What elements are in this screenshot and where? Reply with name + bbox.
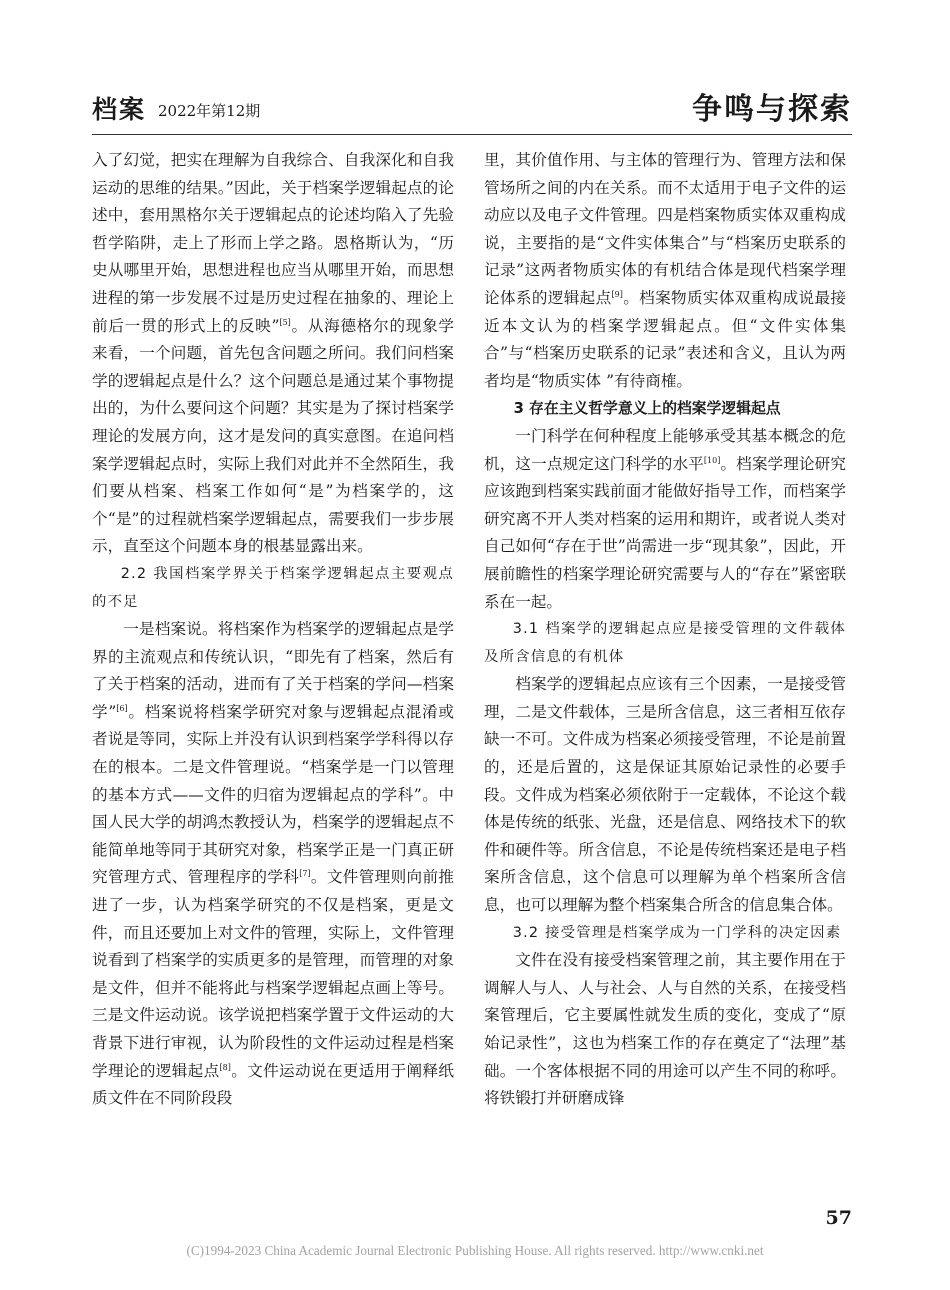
paragraph: 档案学的逻辑起点应该有三个因素，一是接受管理，二是文件载体，三是所含信息，这三者相互依存缺一不可。文件成为档案必须接受管理，不论是前置的，还是后置的，这是保证其原始记录性的必要手段。文件成为档案必须依附于一定载体，不论这个载体是传统的纸张、光盘，还是信息、网络技术下的软件和硬件等。所含信息，不论是传统档案还是电子档案所含信息，这个信息可以理解为单个档案所含信息，也可以理解为整个档案集合所含的信息集合体。 <box>484 675 846 915</box>
citation-ref: [8] <box>219 1062 231 1072</box>
paragraph: 文件在没有接受档案管理之前，其主要作用在于调解人与人、人与社会、人与自然的关系，在接受档案管理后，它主要属性就发生质的变化，变成了“原始记录性”，这也为档案工作的存在奠定了“法理”基础。一个客体根据不同的用途可以产生不同的称呼。将铁锻打并研磨成锋 <box>484 951 846 1108</box>
journal-title: 档案 <box>92 95 147 124</box>
section-heading-3: 3 存在主义哲学意义上的档案学逻辑起点 <box>513 400 781 418</box>
right-column <box>484 147 846 1113</box>
paragraph: 一门科学在何种程度上能够承受其基本概念的危机，这一点规定这门科学的水平[10]。档案学理论研究应该跑到档案实践前面才能做好指导工作，而档案学研究离不开人类对档案的运用和期许，或者说人类对自己如何“存在于世”尚需进一步“现其象”，因此，开展前瞻性的档案学理论研究需要与人的“存在”紧密联系在一起。 <box>484 426 846 611</box>
subsection-heading-3-1: 3.1 档案学的逻辑起点应是接受管理的文件载体及所含信息的有机体 <box>484 621 846 665</box>
citation-ref: [5] <box>279 317 291 327</box>
header-rule <box>92 134 852 135</box>
page-number: 57 <box>825 1207 852 1229</box>
paragraph: 一是档案说。将档案作为档案学的逻辑起点是学界的主流观点和传统认识，“即先有了档案，然后有了关于档案的活动，进而有了关于档案的学问—档案学”[6]。档案说将档案学研究对象与逻辑起点混淆或者说是等同，实际上并没有认识到档案学学科得以存在的根本。二是文件管理说。“档案学是一门以管理的基本方式——文件的归宿为逻辑起点的学科”。中国人民大学的胡鸿杰教授认为，档案学的逻辑起点不能简单地等同于其研究对象，档案学正是一门真正研究管理方式、管理程序的学科[7]。文件管理则向前推进了一步，认为档案学研究的不仅是档案，更是文件，而且还要加上对文件的管理，实际上，文件管理说看到了档案学的实质更多的是管理，而管理的对象是文件，但并不能将此与档案学逻辑起点画上等号。三是文件运动说。该学说把档案学置于文件运动的大背景下进行审视，认为阶段性的文件运动过程是档案学理论的逻辑起点[8]。文件运动说在更适用于阐释纸质文件在不同阶段段 <box>92 620 454 1108</box>
left-column <box>92 147 454 1113</box>
running-header <box>92 84 852 127</box>
citation-ref: [9] <box>611 289 623 299</box>
copyright-footer: (C)1994-2023 China Academic Journal Electronic Publishing House. All rights reserved. http://www.cnki.net <box>186 1243 764 1258</box>
subsection-heading-2-2: 2.2 我国档案学界关于档案学逻辑起点主要观点的不足 <box>92 565 454 610</box>
citation-ref: [6] <box>116 703 128 713</box>
citation-ref: [10] <box>703 455 721 465</box>
issue-label: 2022年第12期 <box>158 102 261 120</box>
citation-ref: [7] <box>299 869 311 879</box>
paragraph: 里，其价值作用、与主体的管理行为、管理方法和保管场所之间的内在关系。而不太适用于电子文件的运动应以及电子文件管理。四是档案物质实体双重构成说，主要指的是“文件实体集合”与“档案历史联系的记录”这两者物质实体的有机结合体是现代档案学理论体系的逻辑起点[9]。档案物质实体双重构成说最接近本文认为的档案学逻辑起点。但“文件实体集合”与“档案历史联系的记录”表述和含义，且认为两者均是“物质实体 ”有待商榷。 <box>484 151 846 390</box>
paragraph: 入了幻觉，把实在理解为自我综合、自我深化和自我运动的思维的结果。”因此，关于档案学逻辑起点的论述中，套用黑格尔关于逻辑起点的论述均陷入了先验哲学陷阱，走上了形而上学之路。恩格斯认为，“历史从哪里开始，思想进程也应当从哪里开始，而思想进程的第一步发展不过是历史过程在抽象的、理论上前后一贯的形式上的反映”[5]。从海德格尔的现象学来看，一个问题，首先包含问题之所问。我们问档案学的逻辑起点是什么？这个问题总是通过某个事物提出的，为什么要问这个问题？其实是为了探讨档案学理论的发展方向，这才是发问的真实意图。在追问档案学逻辑起点时，实际上我们对此并不全然陌生，我们要从档案、档案工作如何“是”为档案学的，这个“是”的过程就档案学逻辑起点，需要我们一步步展示，直至这个问题本身的根基显露出来。 <box>92 151 454 556</box>
subsection-heading-3-2: 3.2 接受管理是档案学成为一门学科的决定因素 <box>512 924 842 941</box>
section-title: 争鸣与探索 <box>692 92 852 127</box>
